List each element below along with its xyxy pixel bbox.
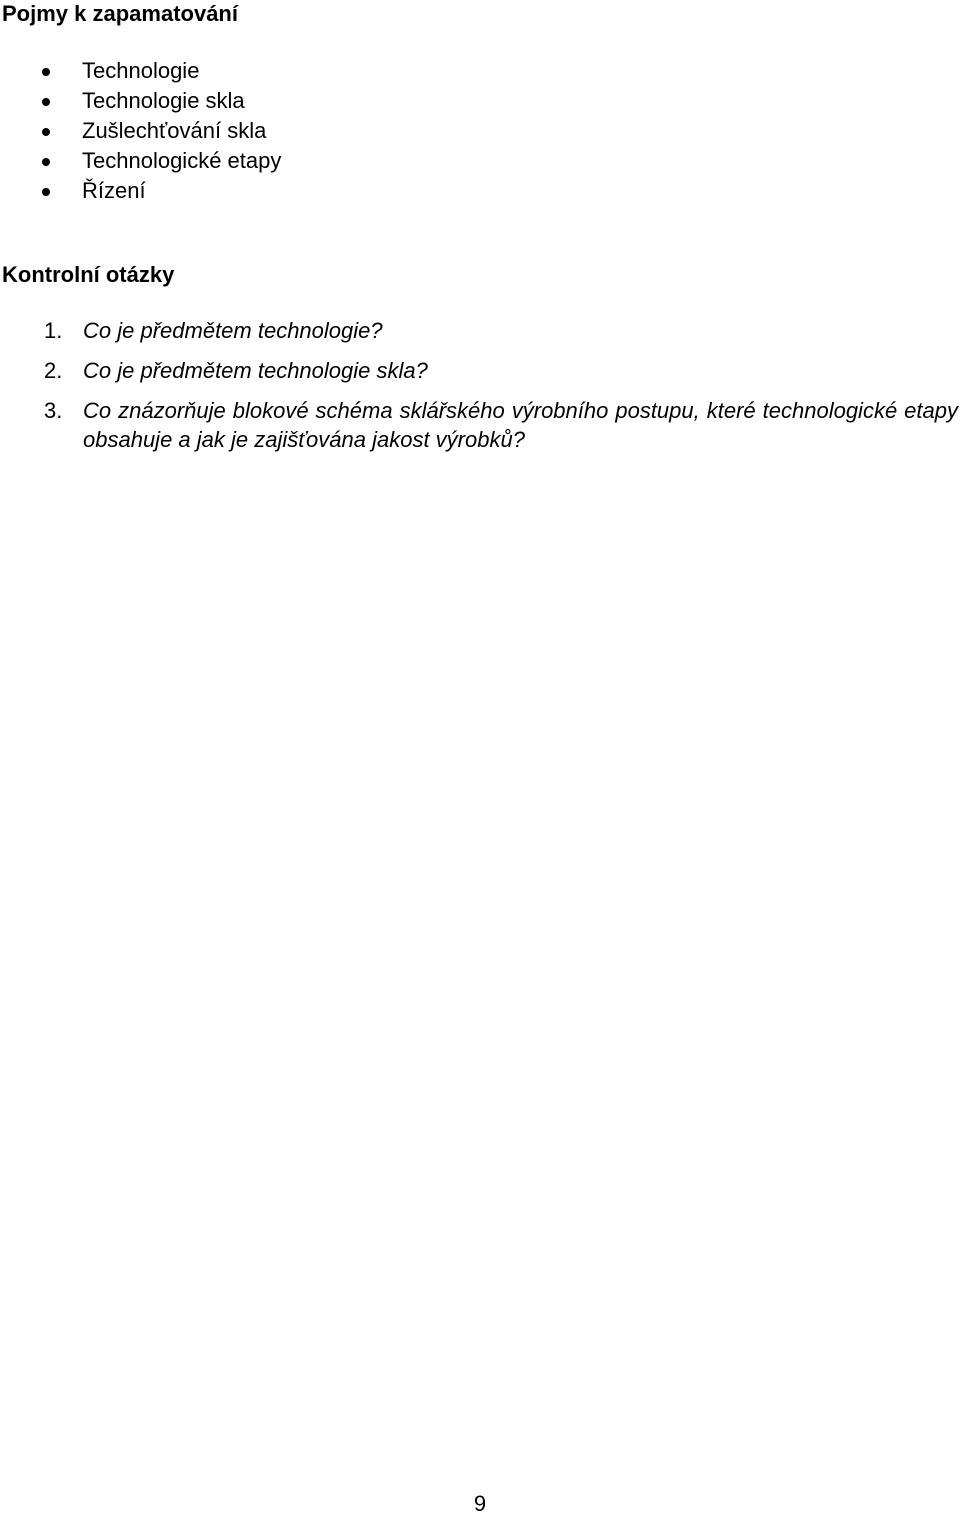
bullet-icon xyxy=(42,188,50,196)
question-number: 1. xyxy=(44,318,63,343)
question-item xyxy=(0,316,960,345)
question-number: 2. xyxy=(44,358,63,383)
question-item xyxy=(0,356,960,385)
questions-list xyxy=(0,316,960,465)
term-label: Technologie skla xyxy=(82,88,245,113)
bullet-icon xyxy=(42,128,50,136)
question-text: Co znázorňuje blokové schéma sklářského výrobního postupu, které technologické etapy obsahuje a jak je zajišťována jakost výrobků? xyxy=(83,398,958,452)
bullet-icon xyxy=(42,158,50,166)
term-label: Technologie xyxy=(82,58,200,83)
question-item xyxy=(0,396,960,454)
terms-heading: Pojmy k zapamatování xyxy=(2,1,238,26)
page-number: 9 xyxy=(473,1491,487,1516)
term-label: Zušlechťování skla xyxy=(82,118,267,143)
term-label: Technologické etapy xyxy=(82,148,282,173)
term-label: Řízení xyxy=(82,178,146,203)
bullet-icon xyxy=(42,98,50,106)
bullet-icon xyxy=(42,68,50,76)
question-number: 3. xyxy=(44,398,63,423)
question-text: Co je předmětem technologie? xyxy=(83,318,383,343)
questions-heading: Kontrolní otázky xyxy=(2,262,175,287)
question-text: Co je předmětem technologie skla? xyxy=(83,358,428,383)
